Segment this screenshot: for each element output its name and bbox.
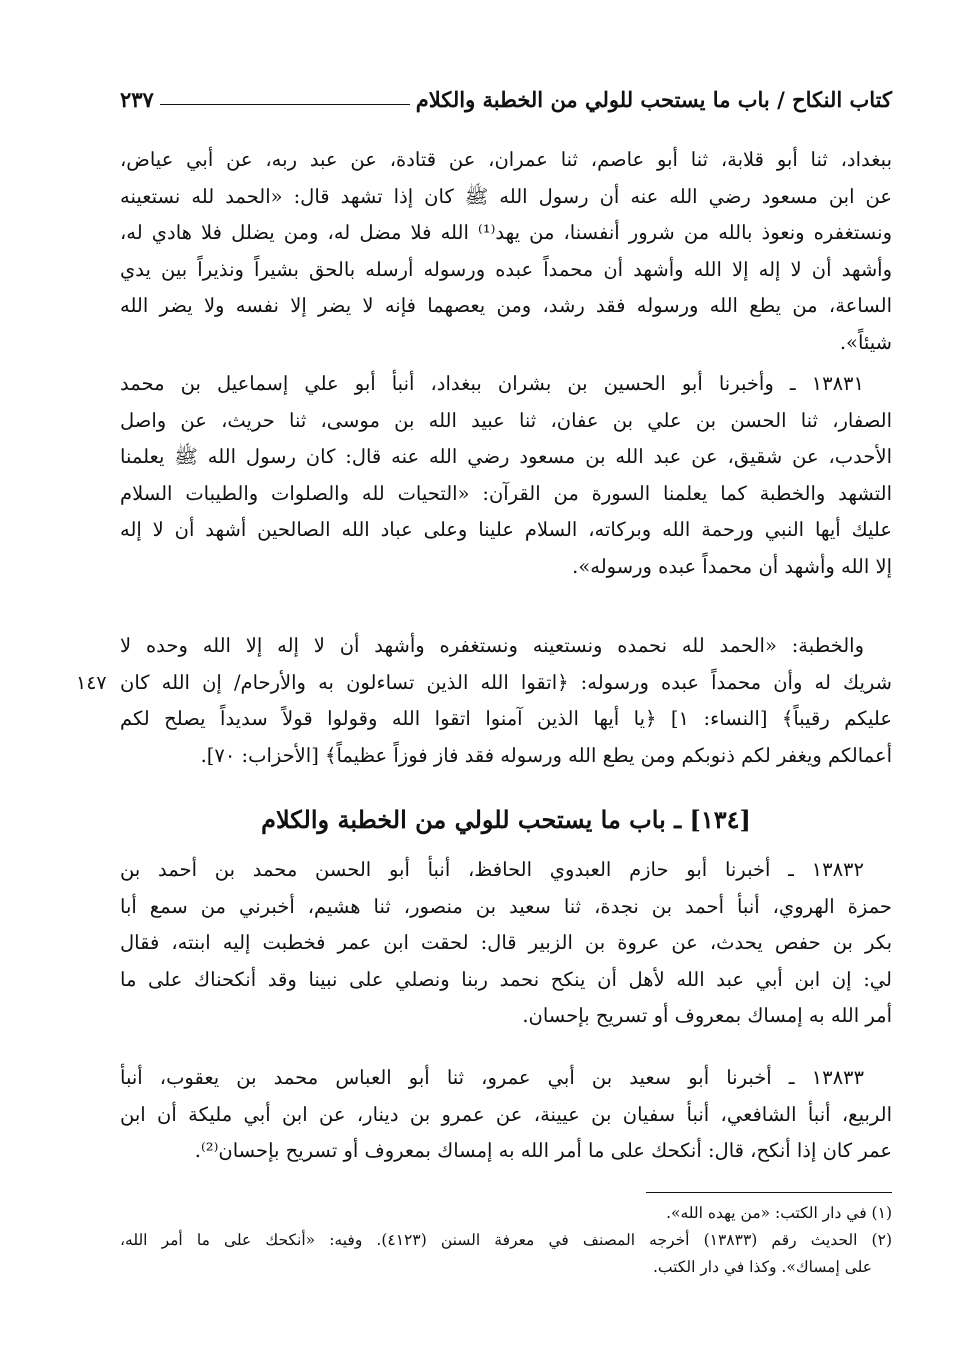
hadith-13833 <box>120 1060 892 1170</box>
text-line: لي: إن ابن أبي عبد الله لأهل أن ينكح نحمد ربنا ونصلي على نبينا وقد أنكحناك على ما <box>120 967 892 991</box>
page-number: ٢٣٧ <box>120 87 154 112</box>
text-line: عليكم رقيباً﴾ [النساء: ١] ﴿يا أيها الذين آمنوا اتقوا الله وقولوا قولاً سديداً يصلح لكم <box>120 707 892 730</box>
text-line: الساعة، من يطع الله ورسوله فقد رشد، ومن يعصهما فإنه لا يضر إلا نفسه ولا يضر الله <box>120 294 892 317</box>
text-line: شيئاً». <box>839 330 892 354</box>
text-line: إلا الله وأشهد أن محمداً عبده ورسوله». <box>572 554 892 578</box>
text-line: أمر الله به إمساك بمعروف أو تسريح بإحسان. <box>522 1004 892 1027</box>
footnotes <box>120 1200 892 1281</box>
text-line: الربيع، أنبأ الشافعي، أنبأ سفيان بن عيينة، عن عمرو بن دينار، عن ابن أبي مليكة أن ابن <box>120 1102 892 1126</box>
text-line: عن ابن مسعود رضي الله عنه أن رسول الله ﷺ كان إذا تشهد قال: «الحمد لله نستعينه <box>120 184 892 208</box>
text-line: أعمالكم ويغفر لكم ذنوبكم ومن يطع الله ورسوله فقد فاز فوزاً عظيماً﴾ [الأحزاب: ٧٠]. <box>200 743 892 767</box>
text-line: بكر بن حفص يحدث، عن عروة بن الزبير قال: لحقت ابن عمر فخطبت إليه ابنته، فقال <box>120 931 892 954</box>
hadith-13831 <box>120 366 892 585</box>
text-line: ١٣٨٣٣ ـ أخبرنا أبو سعيد بن أبي عمرو، ثنا أبو العباس محمد بن يعقوب، أنبأ <box>120 1066 864 1089</box>
text-line: ١٣٨٣١ ـ وأخبرنا أبو الحسين بن بشران ببغداد، أنبأ أبو علي إسماعيل بن محمد <box>120 372 864 395</box>
hadith-13832 <box>120 852 892 1035</box>
running-title: كتاب النكاح / باب ما يستحب للولي من الخطبة والكلام <box>415 87 892 112</box>
text-line: شريك له وأن محمداً عبده ورسوله: ﴿اتقوا الله الذين تساءلون به والأرحام/ إن الله كان <box>120 670 892 694</box>
text-line: ونستغفره ونعوذ بالله من شرور أنفسنا، من يهد⁽¹⁾ الله فلا مضل له، ومن يضلل فلا هادي له، <box>120 221 892 244</box>
text-line: والخطبة: «الحمد لله نحمده ونستعينه ونستغفره وأشهد أن لا إله إلا الله وحده لا <box>120 634 864 657</box>
footnote-line: (١) في دار الكتب: «من يهده الله». <box>666 1204 892 1222</box>
margin-page-number: ١٤٧ <box>76 672 107 694</box>
text-line: الأحدب، عن شقيق، عن عبد الله بن مسعود رضي الله عنه قال: كان رسول الله ﷺ يعلمنا <box>120 445 892 468</box>
footnote-separator <box>646 1192 892 1193</box>
text-line: عمر كان إذا أنكح، قال: أنكحك على ما أمر الله به إمساك بمعروف أو تسريح بإحسان⁽²⁾. <box>194 1139 892 1162</box>
text-line: حمزة الهروي، أنبأ أحمد بن نجدة، ثنا سعيد بن منصور، ثنا هشيم، أخبرني من سمع أبا <box>120 894 892 918</box>
text-line: وأشهد أن لا إله إلا الله وأشهد أن محمداً عبده ورسوله أرسله بالحق بشيراً ونذيراً بين يدي <box>120 257 892 281</box>
footnote-line: (٢) الحديث رقم (١٣٨٣٣) أخرجه المصنف في معرفة السنن (٤١٢٣). وفيه: «أنكحك على ما أمر الله، <box>120 1231 892 1249</box>
khutbah-paragraph <box>120 628 892 774</box>
paragraph-continuation <box>120 142 892 361</box>
footnote-line: على إمساك». وكذا في دار الكتب. <box>652 1258 872 1276</box>
text-line: ببغداد، ثنا أبو قلابة، ثنا أبو عاصم، ثنا عمران، عن قتادة، عن عبد ربه، عن أبي عياض، <box>120 148 892 171</box>
header-rule <box>160 104 410 105</box>
running-header <box>120 78 892 112</box>
text-line: عليك أيها النبي ورحمة الله وبركاته، السلام علينا وعلى عباد الله الصالحين أشهد أن لا إله <box>120 518 892 541</box>
chapter-heading: [١٣٤] ـ باب ما يستحب للولي من الخطبة والكلام <box>261 805 751 834</box>
text-line: التشهد والخطبة كما يعلمنا السورة من القرآن: «التحيات لله والصلوات والطيبات السلام <box>120 481 892 505</box>
text-line: ١٣٨٣٢ ـ أخبرنا أبو حازم العبدوي الحافظ، أنبأ أبو الحسن محمد بن أحمد بن <box>120 858 864 881</box>
text-line: الصفار، ثنا الحسن بن علي بن عفان، ثنا عبيد الله بن موسى، ثنا حريث، عن واصل <box>120 408 892 432</box>
